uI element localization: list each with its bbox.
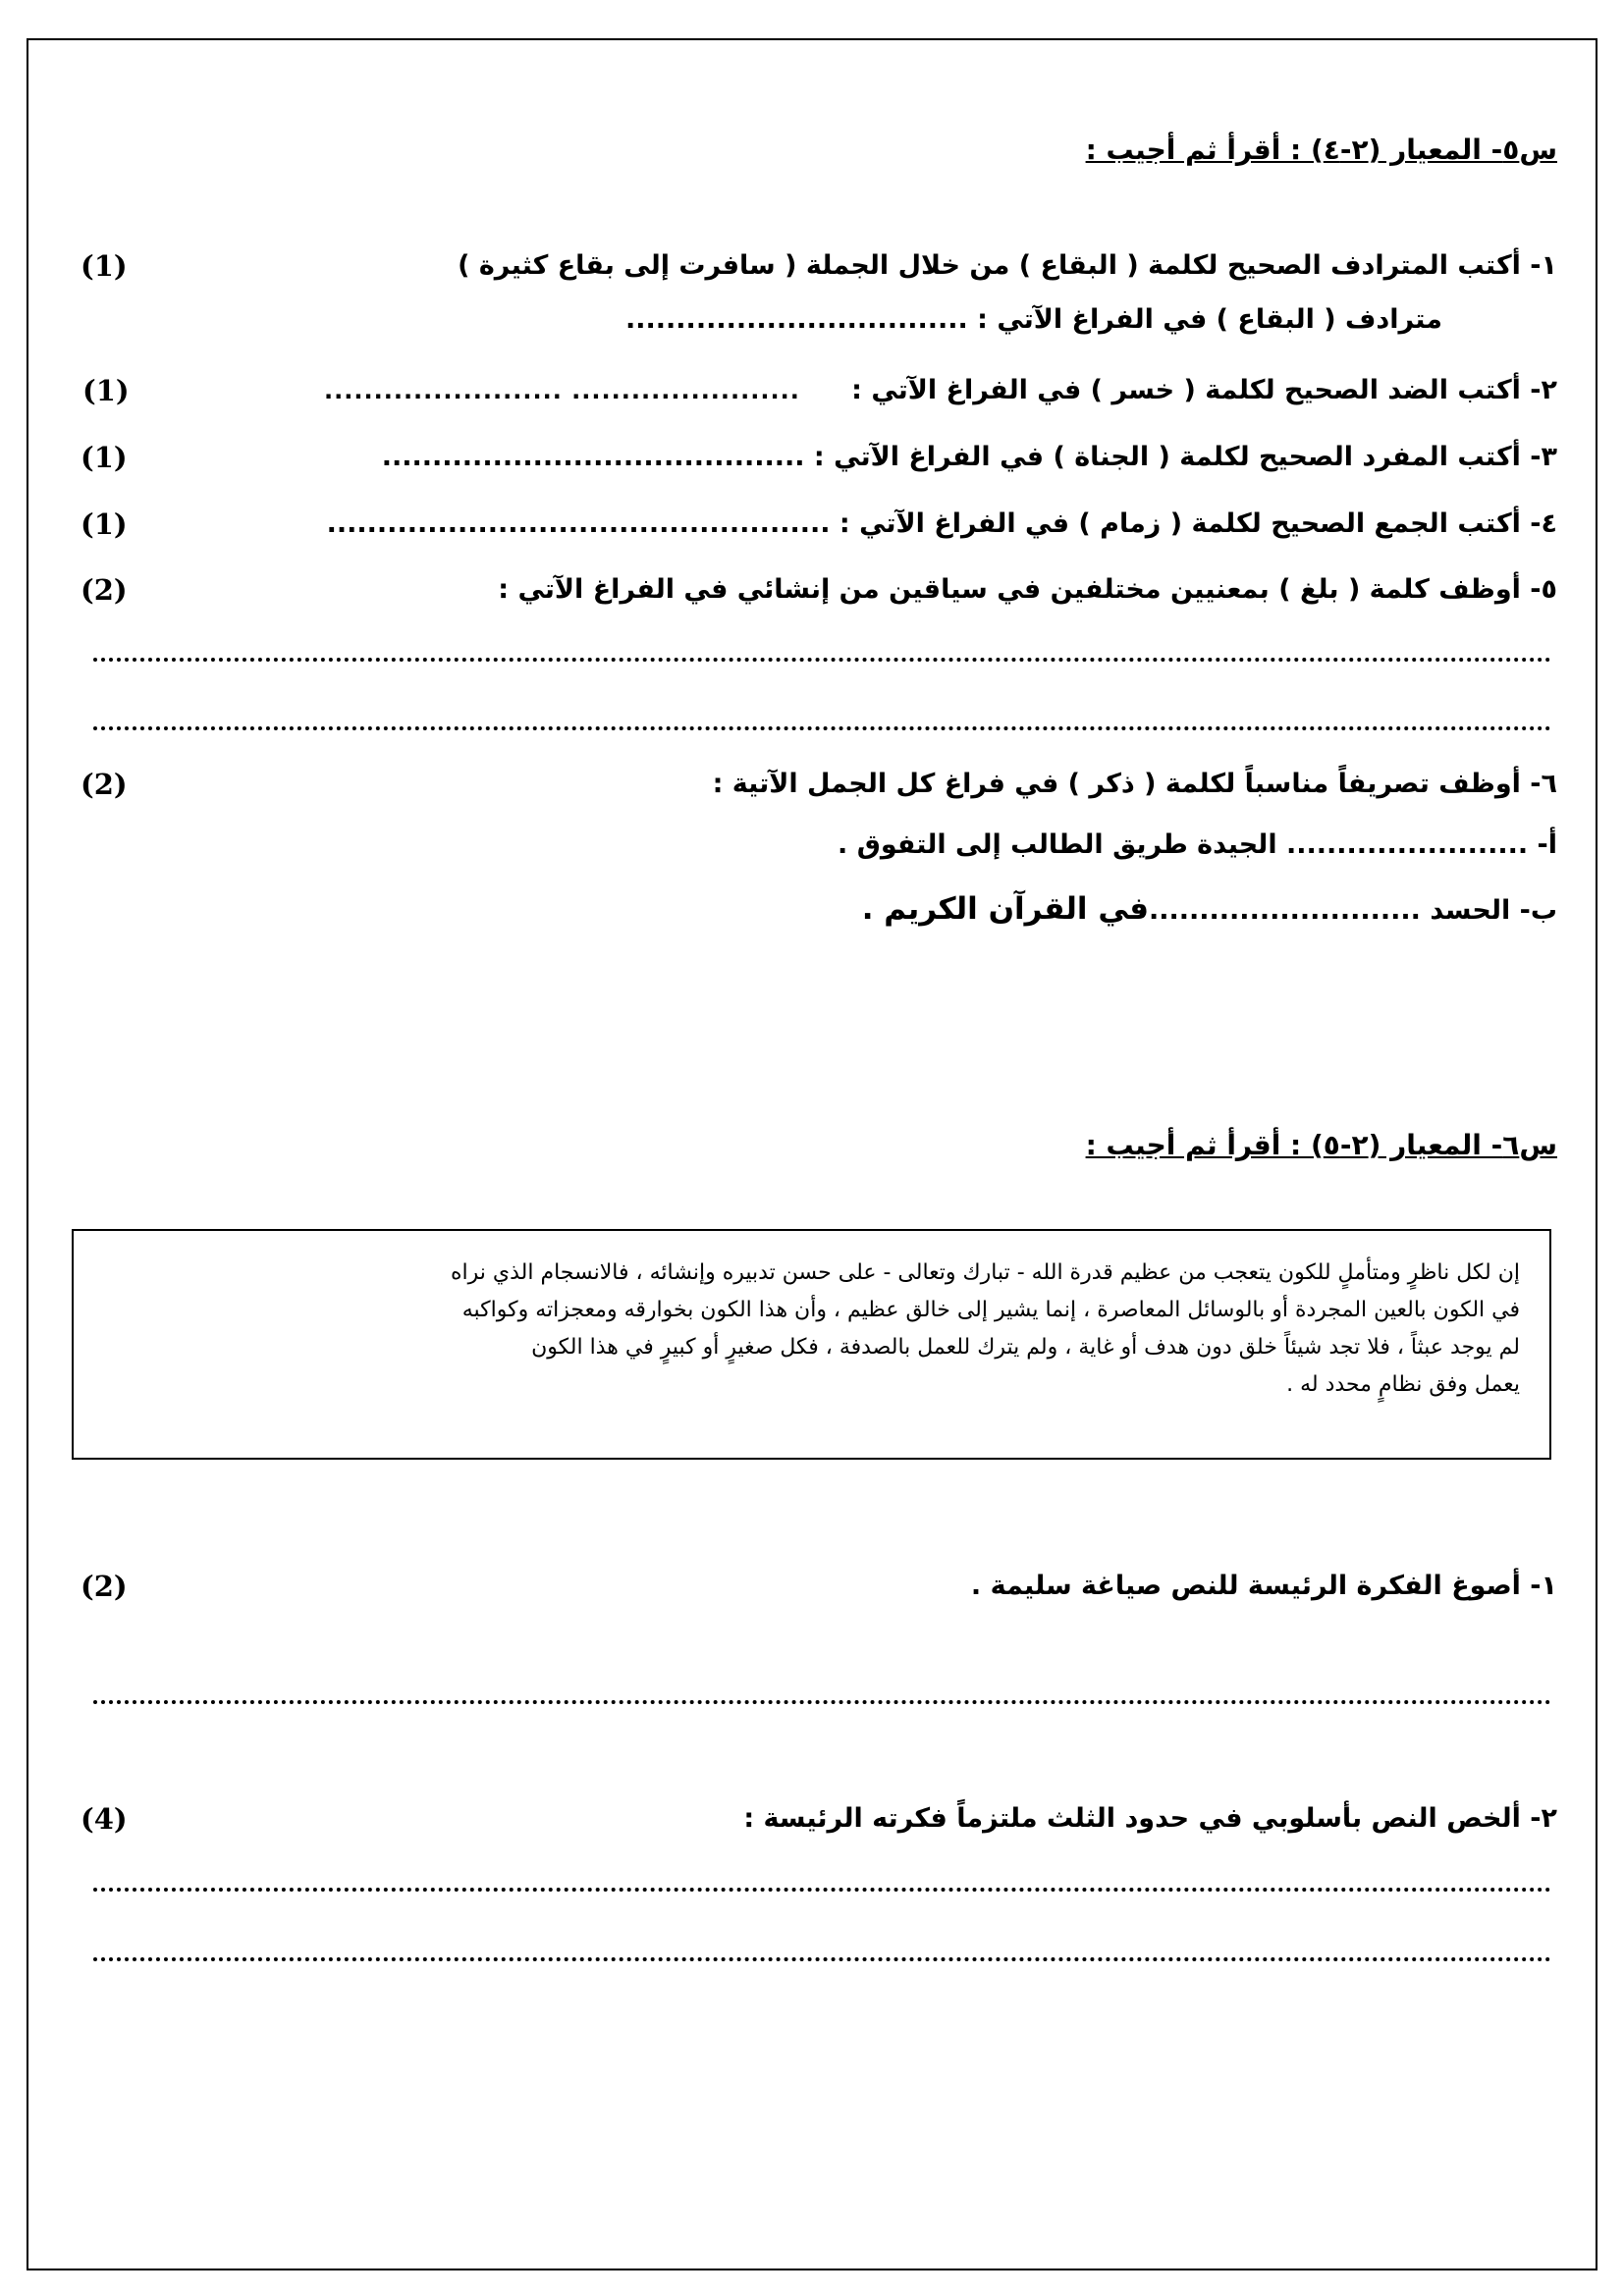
question-5-3: ٣- أكتب المفرد الصحيح لكلمة ( الجناة ) في الفراغ الآتي : ..........................................	[381, 442, 1557, 472]
answer-line[interactable]	[93, 1888, 1551, 1892]
passage-line: إن لكل ناظرٍ ومتأملٍ للكون يتعجب من عظيم قدرة الله - تبارك وتعالى - على حسن تدبيره وإنشائه ، فالانسجام الذي نراه	[451, 1260, 1520, 1285]
section-6-heading: س٦- المعيار (٢-٥) : أقرأ ثم أجيب :	[1085, 1129, 1557, 1161]
question-5-6-b-start: ب- الحسد ...........................	[1149, 895, 1557, 926]
question-5-1: ١- أكتب المترادف الصحيح لكلمة ( البقاع ) من خلال الجملة ( سافرت إلى بقاع كثيرة )	[458, 250, 1557, 281]
question-5-5-mark: (2)	[81, 573, 128, 607]
question-5-2-blank[interactable]: ........................ .......................	[324, 377, 800, 404]
question-5-2: ٢- أكتب الضد الصحيح لكلمة ( خسر ) في الفراغ الآتي :	[851, 375, 1557, 405]
question-5-4: ٤- أكتب الجمع الصحيح لكلمة ( زمام ) في الفراغ الآتي : ..................................................	[326, 508, 1557, 539]
answer-line[interactable]	[93, 658, 1551, 662]
section-5-heading: س٥- المعيار (٢-٤) : أقرأ ثم أجيب :	[1085, 133, 1557, 166]
question-6-2: ٢- ألخص النص بأسلوبي في حدود الثلث ملتزماً فكرته الرئيسة :	[743, 1803, 1557, 1834]
passage-line: لم يوجد عبثاً ، فلا تجد شيئاً خلق دون هدف أو غاية ، ولم يترك للعمل بالصدفة ، فكل صغيرٍ أو كبيرٍ في هذا الكون	[531, 1335, 1520, 1360]
reading-passage	[72, 1229, 1551, 1460]
question-5-6-mark: (2)	[81, 768, 128, 801]
question-5-6-a: أ- ........................ الجيدة طريق الطالب إلى التفوق .	[838, 829, 1557, 860]
passage-line: في الكون بالعين المجردة أو بالوسائل المعاصرة ، إنما يشير إلى خالق عظيم ، وأن هذا الكون بخوارقه ومعجزاته وكواكبه	[461, 1298, 1520, 1322]
question-5-5: ٥- أوظف كلمة ( بلغ ) بمعنيين مختلفين في سياقين من إنشائي في الفراغ الآتي :	[498, 574, 1557, 605]
question-5-3-mark: (1)	[81, 441, 128, 474]
question-5-6-b	[862, 891, 1557, 927]
question-5-6-b-end: في القرآن الكريم .	[861, 891, 1149, 927]
question-5-1-synonym-line: مترادف ( البقاع ) في الفراغ الآتي : ..................................	[625, 304, 1442, 335]
passage-line: يعمل وفق نظامٍ محدد له .	[1286, 1372, 1520, 1397]
question-6-1-mark: (2)	[81, 1570, 128, 1603]
question-5-2-mark: (1)	[82, 374, 130, 407]
question-6-1: ١- أصوغ الفكرة الرئيسة للنص صياغة سليمة .	[970, 1571, 1557, 1601]
question-5-4-mark: (1)	[81, 507, 128, 541]
answer-line[interactable]	[93, 1700, 1551, 1704]
answer-line[interactable]	[93, 1957, 1551, 1961]
question-5-1-mark: (1)	[81, 249, 128, 283]
answer-line[interactable]	[93, 726, 1551, 730]
question-5-6: ٦- أوظف تصريفاً مناسباً لكلمة ( ذكر ) في فراغ كل الجمل الآتية :	[712, 769, 1557, 799]
question-6-2-mark: (4)	[81, 1802, 128, 1836]
